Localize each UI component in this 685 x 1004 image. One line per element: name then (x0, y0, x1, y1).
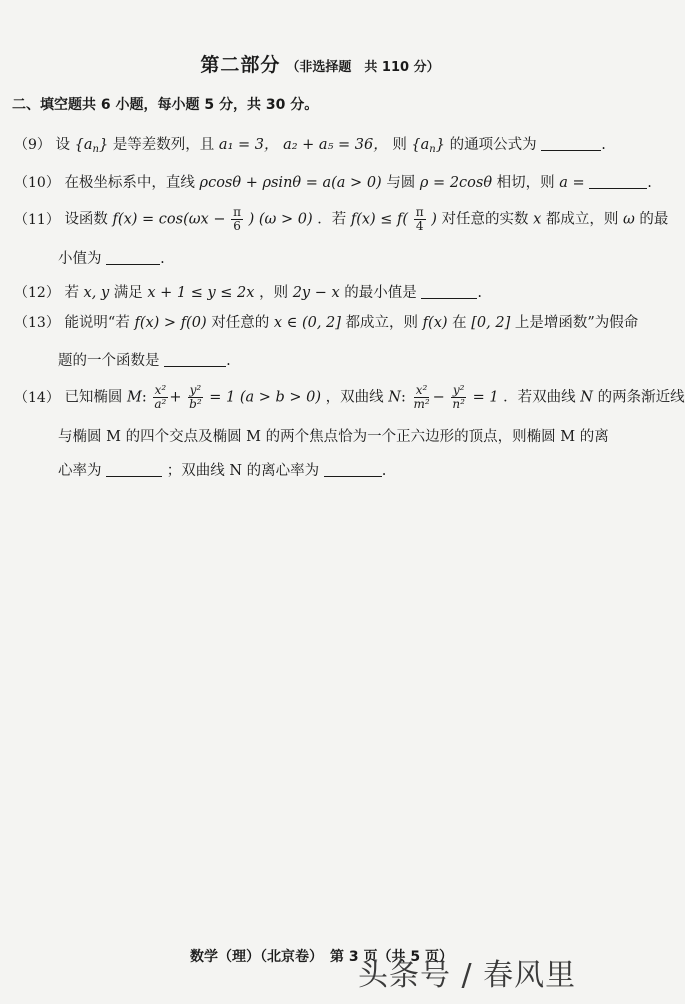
question-text: 都成立，则 (545, 211, 619, 228)
question-number: （9） (14, 137, 51, 153)
math-var: N (580, 389, 593, 406)
question-text: 已知椭圆 (64, 389, 123, 406)
question-10 (14, 174, 652, 191)
question-text: 小值为 (58, 251, 102, 267)
question-text: 满足 (113, 285, 143, 301)
question-text: 则 (392, 137, 407, 153)
seq-open: {a (411, 137, 430, 153)
question-text: ；双曲线 N 的离心率为 (166, 463, 320, 479)
question-number: （13） (14, 315, 60, 331)
period: . (226, 353, 231, 369)
question-text: 对任意的 (211, 315, 270, 331)
period: . (647, 175, 652, 191)
fraction-denominator: 4 (415, 219, 424, 234)
math-var: x, y (83, 285, 110, 301)
fraction (152, 384, 168, 411)
seq-subscript: n (92, 144, 99, 155)
question-text: 都成立，则 (345, 315, 419, 331)
math-expr: ) (431, 211, 437, 228)
fraction-numerator: y² (452, 383, 465, 397)
math-expr: f(x) > f(0) (134, 315, 207, 331)
question-14-continued (58, 430, 609, 445)
source-credit: 头条号 / 春风里 (358, 958, 577, 993)
fraction-numerator: x² (154, 383, 167, 397)
answer-blank[interactable] (324, 462, 382, 477)
math-expr: f(x) (422, 315, 448, 331)
math-expr: f(x) ≤ f( (350, 211, 409, 228)
question-number: （11） (14, 211, 60, 228)
period: . (381, 463, 387, 479)
question-text: 在 (452, 315, 467, 331)
question-number: （12） (14, 285, 60, 301)
question-text: ．若 (317, 211, 347, 228)
math-expr: x ∈ (0, 2] (273, 315, 341, 331)
question-text: 能说明“若 (64, 315, 130, 331)
question-text: 对任意的实数 (441, 211, 529, 228)
question-text: 在极坐标系中，直线 (64, 175, 195, 191)
fraction (231, 206, 243, 233)
math-expr: 2y − x (292, 285, 340, 301)
question-text: 是等差数列，且 (112, 137, 215, 153)
math-expr: ρcosθ + ρsinθ = a(a > 0) (199, 175, 382, 191)
fraction-denominator: b² (189, 397, 202, 412)
question-13-continued (58, 352, 231, 369)
question-11 (14, 206, 668, 233)
fraction (450, 384, 467, 411)
question-text: 题的一个函数是 (58, 353, 160, 369)
sequence-expr (75, 137, 109, 153)
part-title-subtitle: （非选择题 共 110 分） (286, 60, 440, 75)
answer-blank[interactable] (541, 136, 601, 151)
question-text: 若 (64, 285, 79, 301)
math-var: ω (622, 211, 635, 228)
question-text: ，双曲线 (325, 389, 384, 406)
fraction (414, 206, 426, 233)
question-text: 的最 (639, 211, 669, 228)
part-title (0, 50, 640, 77)
math-var: x (533, 211, 542, 228)
math-expr: a₂ + a₅ = 36， (283, 137, 388, 153)
seq-close: } (98, 137, 109, 153)
math-expr: = 1 (a > b > 0) (209, 389, 322, 406)
fraction-numerator: x² (415, 383, 428, 397)
seq-open: {a (74, 137, 93, 153)
question-text: 与圆 (386, 175, 416, 191)
question-number: （10） (14, 175, 60, 191)
question-11-continued (58, 250, 165, 267)
period: . (160, 251, 165, 267)
page-footer: 数学（理）（北京卷） 第 3 页（共 5 页） (190, 949, 453, 965)
fraction-denominator: m² (413, 397, 430, 412)
math-var: N (388, 389, 401, 406)
question-text: 的两条渐近线 (597, 389, 685, 406)
question-text: ．若双曲线 (503, 389, 576, 406)
fraction-numerator: y² (189, 383, 202, 397)
answer-blank[interactable] (106, 462, 162, 477)
fraction-numerator: π (415, 205, 424, 219)
fraction-denominator: a² (154, 397, 167, 412)
math-expr: ρ = 2cosθ (419, 175, 493, 191)
math-expr: (ω > 0) (258, 211, 313, 228)
fraction (187, 384, 204, 411)
fraction-denominator: n² (452, 397, 465, 412)
question-13 (14, 316, 638, 331)
part-title-main: 第二部分 (200, 54, 281, 76)
question-number: （14） (14, 389, 60, 406)
question-text: 心率为 (58, 463, 102, 479)
question-text: 的最小值是 (344, 285, 417, 301)
question-text: 设 (55, 137, 71, 153)
answer-blank[interactable] (589, 174, 647, 189)
question-text: ，则 (259, 285, 289, 301)
seq-close: } (435, 137, 445, 153)
question-9 (14, 136, 606, 155)
answer-blank[interactable] (164, 352, 226, 367)
question-text: 与椭圆 M 的四个交点及椭圆 M 的两个焦点恰为一个正六边形的顶点，则椭圆 M 的离 (58, 429, 609, 445)
question-text: 相切，则 (496, 175, 555, 191)
question-text: 上是增函数”为假命 (514, 315, 639, 331)
answer-blank[interactable] (421, 284, 477, 299)
fraction (411, 384, 431, 411)
sequence-expr (411, 137, 445, 153)
question-text: 设函数 (64, 211, 108, 228)
question-text: 的通项公式为 (449, 137, 537, 153)
period: . (601, 137, 606, 153)
math-expr: x + 1 ≤ y ≤ 2x (147, 285, 255, 301)
section-heading: 二、填空题共 6 小题，每小题 5 分，共 30 分。 (12, 97, 319, 113)
math-expr: a = (559, 175, 585, 191)
math-var: M (127, 389, 142, 406)
fraction-denominator: 6 (233, 219, 241, 234)
question-12 (14, 284, 482, 301)
math-expr: = 1 (472, 389, 499, 406)
seq-subscript: n (429, 144, 436, 155)
fraction-numerator: π (233, 205, 241, 219)
math-expr: ) (248, 211, 255, 228)
question-14: （14） 已知椭圆 M: $\frac{\text{x²}}{\text{a²}}$ + $\frac{\text{y²}}{\text{b²}}$ = 1 (a > b > 0) ，双曲线 N: $\frac{\text{x²}}{\text{m²}}$ − $\frac{\text{y²}}{\text{n²}}$ = 1 ．若双曲线 N 的两条渐近线 (14, 383, 685, 412)
period: . (477, 285, 482, 301)
math-expr: a₁ = 3， (218, 137, 279, 153)
math-expr: f(x) = cos(ωx − (112, 211, 226, 228)
answer-blank[interactable] (106, 250, 160, 265)
math-expr: [0, 2] (471, 315, 511, 331)
question-14-continued-2 (58, 462, 386, 479)
